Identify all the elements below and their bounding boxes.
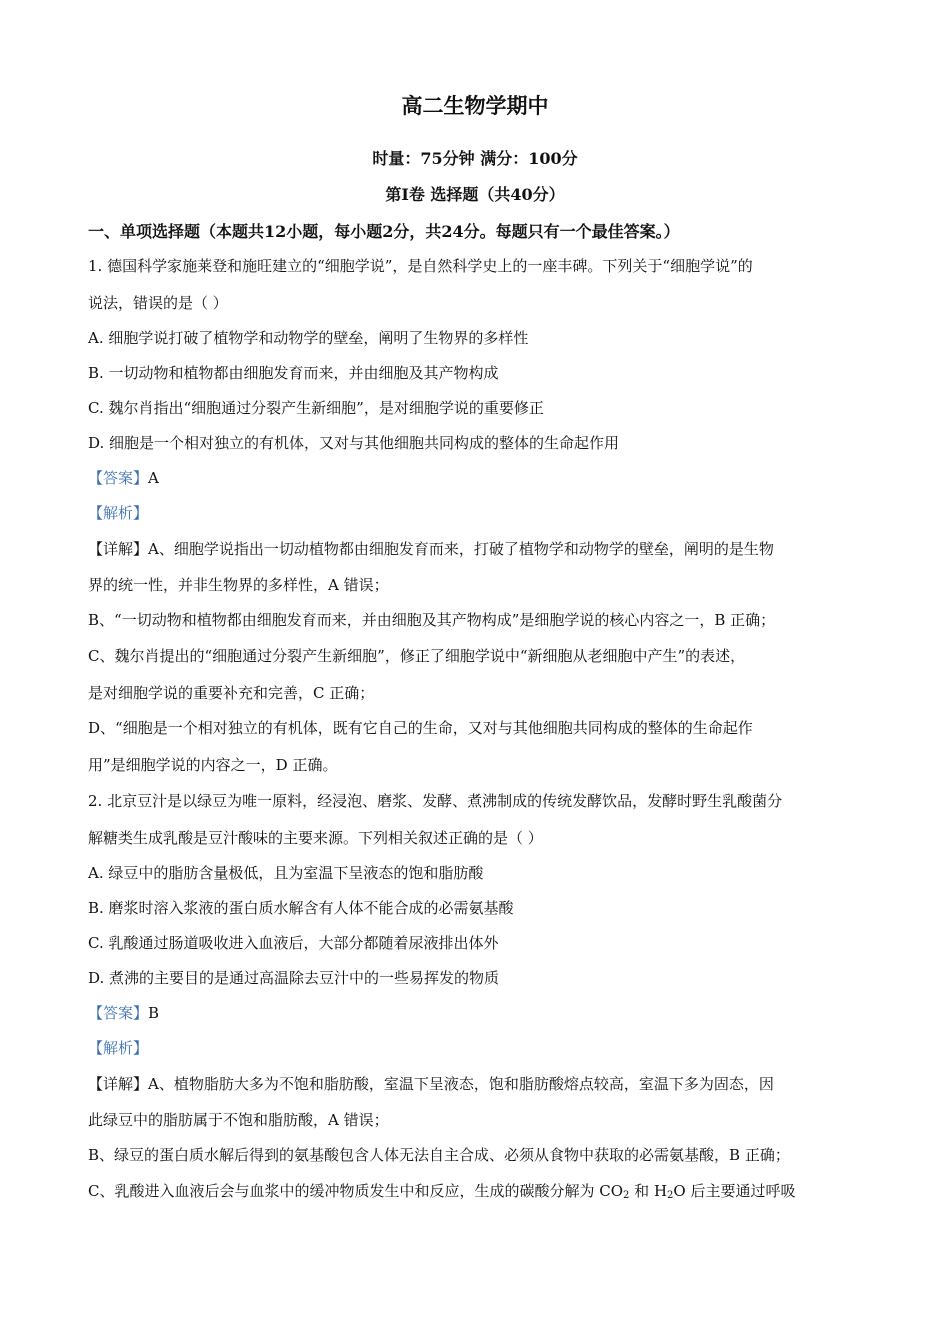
q2-option-b: B. 磨浆时溶入浆液的蛋白质水解含有人体不能合成的必需氨基酸 <box>88 899 514 917</box>
q1-answer <box>88 468 868 488</box>
answer-tag: 【答案】 <box>88 1004 149 1022</box>
q2-detail-line2: 此绿豆中的脂肪属于不饱和脂肪酸，A 错误； <box>88 1111 389 1129</box>
exam-info: 时量：75分钟 满分：100分 <box>372 149 578 168</box>
q2-stem-line1: 2. 北京豆汁是以绿豆为唯一原料，经浸泡、磨浆、发酵、煮沸制成的传统发酵饮品，发酵时野生乳酸菌分 <box>88 792 783 810</box>
q2-option-a: A. 绿豆中的脂肪含量极低，且为室温下呈液态的饱和脂肪酸 <box>88 864 484 882</box>
page-title: 高二生物学期中 <box>401 93 549 118</box>
q1-option-b: B. 一切动物和植物都由细胞发育而来，并由细胞及其产物构成 <box>88 364 499 382</box>
q1-detail-line1 <box>88 539 868 559</box>
answer-tag: 【答案】 <box>88 469 149 487</box>
q1-option-a: A. 细胞学说打破了植物学和动物学的壁垒，阐明了生物界的多样性 <box>88 329 529 347</box>
q1-detail-line5: 是对细胞学说的重要补充和完善，C 正确； <box>88 684 375 702</box>
detail-text-a: C、乳酸进入血液后会与血浆中的缓冲物质发生中和反应，生成的碳酸分解为 CO <box>88 1182 624 1200</box>
q2-option-c: C. 乳酸通过肠道吸收进入血液后，大部分都随着尿液排出体外 <box>88 934 499 952</box>
detail-text: A、植物脂肪大多为不饱和脂肪酸，室温下呈液态，饱和脂肪酸熔点较高，室温下多为固态，因 <box>148 1075 774 1093</box>
analysis-tag: 【解析】 <box>88 1039 149 1057</box>
q2-analysis <box>88 1038 868 1058</box>
q1-detail-line2: 界的统一性，并非生物界的多样性，A 错误； <box>88 576 389 594</box>
analysis-tag: 【解析】 <box>88 504 149 522</box>
q1-stem-line1: 1. 德国科学家施莱登和施旺建立的“细胞学说”，是自然科学史上的一座丰碑。下列关于“细胞学说”的 <box>88 257 753 275</box>
answer-value: B <box>148 1004 160 1022</box>
detail-text-c: O 后主要通过呼吸 <box>673 1182 796 1200</box>
subscript: 2 <box>623 1190 630 1201</box>
answer-value: A <box>148 469 159 487</box>
detail-tag: 【详解】 <box>88 540 149 558</box>
detail-tag: 【详解】 <box>88 1075 149 1093</box>
q1-detail-line7: 用”是细胞学说的内容之一，D 正确。 <box>88 756 338 774</box>
q2-option-d: D. 煮沸的主要目的是通过高温除去豆汁中的一些易挥发的物质 <box>88 969 500 987</box>
q2-detail-line1 <box>88 1074 868 1094</box>
q1-analysis <box>88 503 868 523</box>
part-title: 第Ⅰ卷 选择题（共40分） <box>385 185 565 204</box>
q1-detail-line3: B、“一切动物和植物都由细胞发育而来，并由细胞及其产物构成”是细胞学说的核心内容之一，B 正确； <box>88 611 776 629</box>
q1-stem-line2: 说法，错误的是（ ） <box>88 294 228 312</box>
q2-stem-line2: 解糖类生成乳酸是豆汁酸味的主要来源。下列相关叙述正确的是（ ） <box>88 829 543 847</box>
detail-text-b: 和 H <box>629 1182 668 1200</box>
q2-detail-line3: B、绿豆的蛋白质水解后得到的氨基酸包含人体无法自主合成、必须从食物中获取的必需氨基酸，B 正确； <box>88 1146 790 1164</box>
subscript: 2 <box>667 1190 674 1201</box>
q1-option-c: C. 魏尔肖指出“细胞通过分裂产生新细胞”，是对细胞学说的重要修正 <box>88 399 544 417</box>
q1-detail-line4: C、魏尔肖提出的“细胞通过分裂产生新细胞”，修正了细胞学说中“新细胞从老细胞中产生”的表述， <box>88 647 746 665</box>
q1-detail-line6: D、“细胞是一个相对独立的有机体，既有它自己的生命，又对与其他细胞共同构成的整体的生命起作 <box>88 719 753 737</box>
detail-text: A、细胞学说指出一切动植物都由细胞发育而来，打破了植物学和动物学的壁垒，阐明的是生物 <box>148 540 774 558</box>
q2-detail-line4 <box>88 1181 868 1206</box>
section-title: 一、单项选择题（本题共12小题，每小题2分，共24分。每题只有一个最佳答案。） <box>88 222 680 241</box>
q1-option-d: D. 细胞是一个相对独立的有机体，又对与其他细胞共同构成的整体的生命起作用 <box>88 434 620 452</box>
q2-answer <box>88 1003 868 1023</box>
